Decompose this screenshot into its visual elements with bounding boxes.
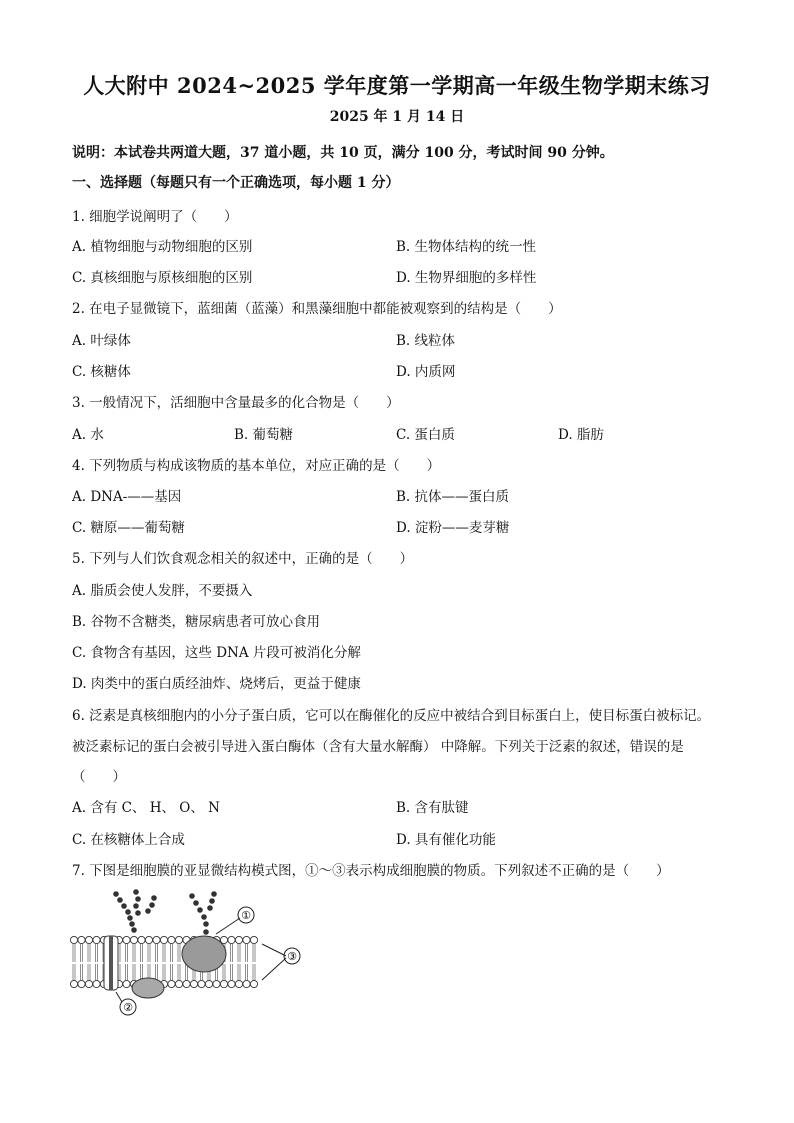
question-1-option-a: A. 植物细胞与动物细胞的区别 — [72, 239, 253, 255]
question-6-option-d: D. 具有催化功能 — [396, 832, 496, 848]
question-6-stem-line-2: 被泛素标记的蛋白会被引导进入蛋白酶体（含有大量水解酶） 中降解。下列关于泛素的叙述，错误的是 — [72, 739, 684, 755]
label-line-3b — [262, 958, 286, 980]
lipid-head-top — [228, 936, 235, 943]
lipid-head-bottom — [228, 980, 235, 987]
lipid-head-top — [78, 936, 85, 943]
lipid-head-bottom — [198, 980, 205, 987]
lipid-head-bottom — [243, 980, 250, 987]
section-title: 一、选择题（每题只有一个正确选项，每小题 1 分） — [72, 175, 400, 191]
question-6-option-c: C. 在核糖体上合成 — [72, 832, 185, 848]
lipid-head-top — [235, 936, 242, 943]
sugar-bead — [201, 914, 207, 920]
label-1: ① — [241, 909, 251, 922]
sugar-bead — [203, 929, 209, 935]
question-4-option-b: B. 抗体——蛋白质 — [396, 489, 510, 505]
lipid-head-top — [70, 936, 77, 943]
lipid-head-top — [160, 936, 167, 943]
question-3-option-c: C. 蛋白质 — [396, 427, 455, 443]
question-3-option-a: A. 水 — [72, 427, 104, 443]
question-5-option-d: D. 肉类中的蛋白质经油炸、烧烤后，更益于健康 — [72, 676, 361, 692]
lipid-head-top — [145, 936, 152, 943]
question-5-option-a: A. 脂质会使人发胖，不要摄入 — [72, 583, 253, 599]
sugar-bead — [117, 897, 123, 903]
question-2-stem: 2. 在电子显微镜下，蓝细菌（蓝藻）和黑藻细胞中都能被观察到的结构是（ ） — [72, 301, 562, 317]
lipid-head-top — [123, 936, 130, 943]
sugar-bead — [133, 903, 139, 909]
question-7-stem: 7. 下图是细胞膜的亚显微结构模式图，①～③表示构成细胞膜的物质。下列叙述不正确的是（ ） — [72, 863, 670, 879]
sugar-bead — [151, 895, 157, 901]
lipid-head-bottom — [235, 980, 242, 987]
lipid-head-bottom — [220, 980, 227, 987]
sugar-bead — [121, 903, 127, 909]
sugar-bead — [129, 921, 135, 927]
sugar-bead — [133, 889, 139, 895]
instructions: 说明：本试卷共两道大题，37 道小题，共 10 页，满分 100 分，考试时间 90 分钟。 — [72, 145, 614, 161]
question-4-option-c: C. 糖原——葡萄糖 — [72, 520, 185, 536]
lipid-head-bottom — [70, 980, 77, 987]
question-2-option-b: B. 线粒体 — [396, 333, 456, 349]
cell-membrane-diagram — [64, 888, 314, 1020]
question-3-stem: 3. 一般情况下，活细胞中含量最多的化合物是（ ） — [72, 395, 400, 411]
sugar-bead — [211, 891, 217, 897]
sugar-bead — [127, 915, 133, 921]
label-line-2 — [116, 992, 122, 1002]
sugar-bead — [189, 893, 195, 899]
question-6-stem-line-1: 6. 泛素是真核细胞内的小分子蛋白质，它可以在酶催化的反应中被结合到目标蛋白上，使目标蛋白被标记。 — [72, 708, 711, 724]
question-2-option-d: D. 内质网 — [396, 364, 456, 380]
sugar-bead — [135, 910, 141, 916]
exam-date: 2025 年 1 月 14 日 — [329, 109, 465, 125]
exam-title: 人大附中 2024~2025 学年度第一学期高一年级生物学期末练习 — [83, 73, 711, 98]
sugar-bead — [207, 905, 213, 911]
sugar-bead — [209, 898, 215, 904]
question-5-option-c: C. 食物含有基因，这些 DNA 片段可被消化分解 — [72, 645, 361, 661]
sugar-bead — [113, 891, 119, 897]
sugar-bead — [135, 896, 141, 902]
question-6-stem-line-3: （ ） — [72, 769, 126, 785]
question-5-stem: 5. 下列与人们饮食观念相关的叙述中，正确的是（ ） — [72, 551, 414, 567]
question-6-option-b: B. 含有肽键 — [396, 800, 469, 816]
question-4-stem: 4. 下列物质与构成该物质的基本单位，对应正确的是（ ） — [72, 458, 441, 474]
lipid-head-top — [175, 936, 182, 943]
question-1-stem: 1. 细胞学说阐明了（ ） — [72, 209, 238, 225]
sugar-bead — [197, 907, 203, 913]
lipid-head-bottom — [205, 980, 212, 987]
channel-protein-core — [109, 936, 113, 990]
lipid-head-top — [153, 936, 160, 943]
lipid-head-top — [168, 936, 175, 943]
question-4-option-d: D. 淀粉——麦芽糖 — [396, 520, 510, 536]
lipid-head-bottom — [213, 980, 220, 987]
glycoprotein-chains — [113, 889, 217, 935]
sugar-bead — [131, 927, 137, 933]
question-3-option-d: D. 脂肪 — [558, 427, 604, 443]
lipid-head-bottom — [78, 980, 85, 987]
sugar-bead — [193, 900, 199, 906]
question-1-option-d: D. 生物界细胞的多样性 — [396, 270, 537, 286]
sugar-bead — [125, 909, 131, 915]
phospholipid-bilayer — [70, 936, 257, 987]
lipid-head-top — [85, 936, 92, 943]
peripheral-protein — [132, 978, 164, 998]
lipid-head-top — [138, 936, 145, 943]
lipid-head-bottom — [183, 980, 190, 987]
lipid-head-bottom — [190, 980, 197, 987]
sugar-bead — [203, 921, 209, 927]
question-3-option-b: B. 葡萄糖 — [234, 427, 294, 443]
label-2: ② — [123, 1001, 133, 1014]
label-line-3a — [262, 944, 286, 956]
sugar-bead — [149, 902, 155, 908]
label-3: ③ — [287, 950, 297, 963]
lipid-head-bottom — [123, 980, 130, 987]
lipid-head-bottom — [85, 980, 92, 987]
question-2-option-c: C. 核糖体 — [72, 364, 131, 380]
lipid-head-bottom — [250, 980, 257, 987]
label-line-1 — [216, 918, 240, 934]
question-4-option-a: A. DNA-——基因 — [72, 489, 182, 505]
lipid-head-top — [243, 936, 250, 943]
sugar-bead — [145, 908, 151, 914]
lipid-head-top — [93, 936, 100, 943]
lipid-head-bottom — [93, 980, 100, 987]
question-5-option-b: B. 谷物不含糖类，糖尿病患者可放心食用 — [72, 614, 321, 630]
embedded-protein — [182, 936, 226, 972]
lipid-head-bottom — [168, 980, 175, 987]
question-1-option-c: C. 真核细胞与原核细胞的区别 — [72, 270, 253, 286]
lipid-head-bottom — [175, 980, 182, 987]
lipid-head-top — [130, 936, 137, 943]
lipid-head-top — [250, 936, 257, 943]
question-2-option-a: A. 叶绿体 — [72, 333, 131, 349]
question-6-option-a: A. 含有 C、 H、 O、 N — [72, 800, 220, 816]
question-1-option-b: B. 生物体结构的统一性 — [396, 239, 537, 255]
